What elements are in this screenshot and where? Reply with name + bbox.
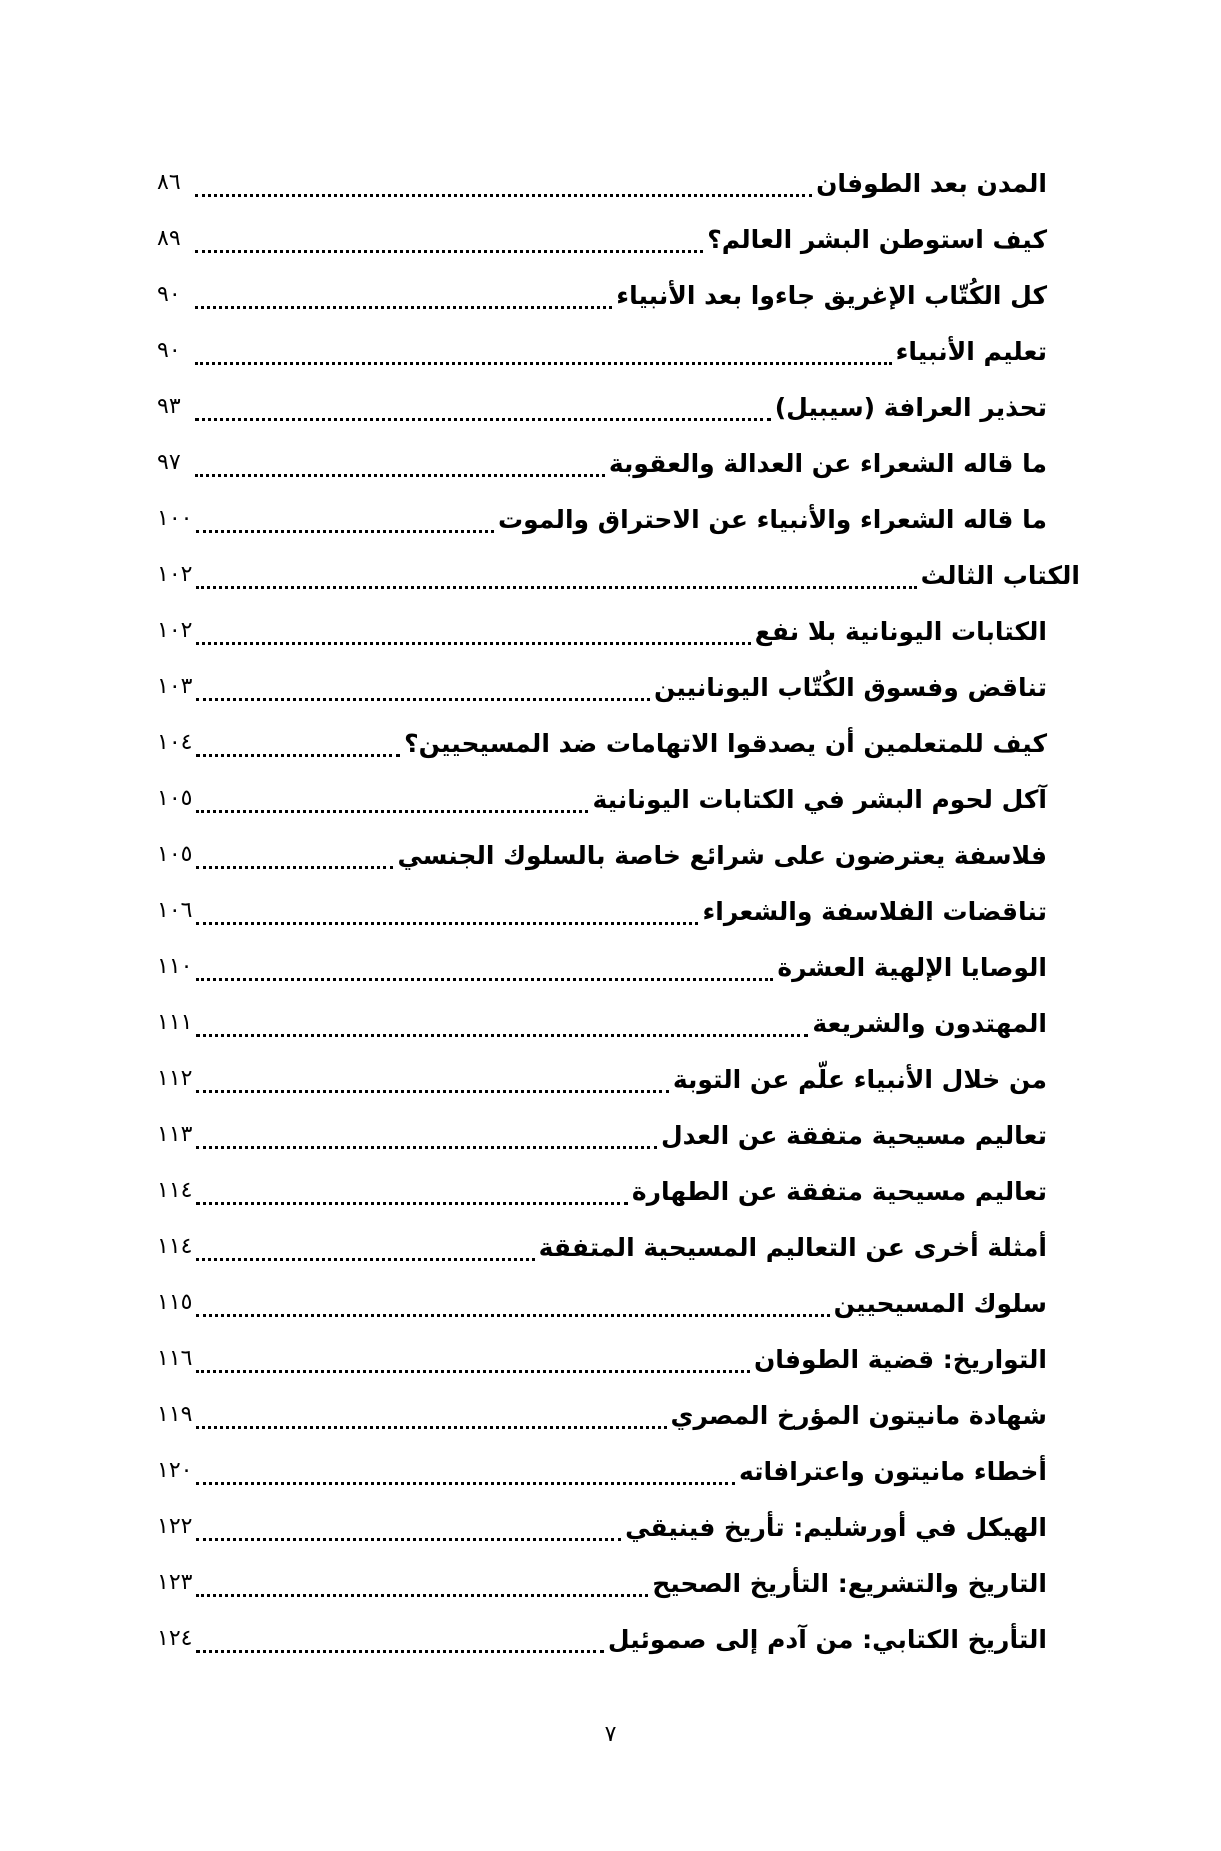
toc-entry-page: ١١٤: [157, 1178, 193, 1203]
table-of-contents: [157, 155, 1080, 1667]
toc-entry-page: ١١٥: [157, 1290, 193, 1315]
toc-entry-page: ٨٩: [157, 226, 181, 251]
dot-leader: [196, 1314, 829, 1317]
toc-entry: [157, 995, 1080, 1051]
toc-entry-page: ٩٧: [157, 450, 181, 475]
dot-leader: [196, 866, 393, 869]
dot-leader: [196, 1146, 657, 1149]
toc-entry-title: الكتاب الثالث: [920, 560, 1080, 590]
toc-entry-title: ما قاله الشعراء عن العدالة والعقوبة: [608, 448, 1047, 478]
toc-entry-page: ٩٠: [157, 282, 181, 307]
toc-entry-page: ١٠٤: [157, 730, 193, 755]
toc-entry: [157, 1555, 1080, 1611]
toc-entry-page: ١٠٠: [157, 506, 193, 531]
toc-entry-page: ١١٢: [157, 1066, 193, 1091]
toc-entry-title: كل الكُتّاب الإغريق جاءوا بعد الأنبياء: [616, 280, 1047, 310]
toc-entry-title: التواريخ: قضية الطوفان: [753, 1344, 1047, 1374]
dot-leader: [196, 978, 773, 981]
toc-entry: [157, 323, 1080, 379]
toc-entry: [157, 827, 1080, 883]
toc-entry-page: ١٢٢: [157, 1514, 193, 1539]
toc-entry: [157, 1219, 1080, 1275]
toc-entry: [157, 603, 1080, 659]
toc-entry-title: الوصايا الإلهية العشرة: [777, 952, 1047, 982]
toc-entry-title: من خلال الأنبياء علّم عن التوبة: [672, 1064, 1047, 1094]
dot-leader: [196, 754, 400, 757]
toc-entry: [157, 715, 1080, 771]
toc-entry-page: ١٠٥: [157, 786, 193, 811]
toc-entry-page: ١١١: [157, 1010, 193, 1035]
toc-entry: [157, 883, 1080, 939]
dot-leader: [196, 1594, 648, 1597]
toc-entry-page: ١٠٢: [157, 562, 193, 587]
toc-entry: [157, 267, 1080, 323]
toc-entry-page: ٨٦: [157, 170, 181, 195]
dot-leader: [195, 418, 771, 421]
toc-entry-title: تعليم الأنبياء: [895, 336, 1047, 366]
toc-entry-page: ١٠٦: [157, 898, 193, 923]
dot-leader: [195, 250, 703, 253]
dot-leader: [196, 1090, 668, 1093]
toc-entry-title: أخطاء مانيتون واعترافاته: [738, 1456, 1047, 1486]
dot-leader: [196, 698, 649, 701]
dot-leader: [196, 922, 698, 925]
dot-leader: [196, 1034, 808, 1037]
toc-entry-title: تعاليم مسيحية متفقة عن العدل: [660, 1120, 1047, 1150]
toc-entry-title: شهادة مانيتون المؤرخ المصري: [670, 1400, 1047, 1430]
dot-leader: [196, 810, 588, 813]
dot-leader: [195, 362, 892, 365]
toc-entry: [157, 379, 1080, 435]
toc-entry-title: تناقض وفسوق الكُتّاب اليونانيين: [653, 672, 1047, 702]
toc-entry-title: الهيكل في أورشليم: تأريخ فينيقي: [625, 1512, 1047, 1542]
toc-entry-page: ١١٣: [157, 1122, 193, 1147]
toc-entry-title: كيف للمتعلمين أن يصدقوا الاتهامات ضد المسيحيين؟: [404, 728, 1047, 758]
dot-leader: [196, 642, 750, 645]
toc-entry: [157, 1387, 1080, 1443]
toc-entry: [157, 1107, 1080, 1163]
toc-entry: [157, 435, 1080, 491]
dot-leader: [195, 474, 605, 477]
toc-entry: [157, 1275, 1080, 1331]
toc-entry: [157, 939, 1080, 995]
toc-entry-page: ١٠٣: [157, 674, 193, 699]
toc-entry: [157, 1331, 1080, 1387]
toc-entry-page: ١١٤: [157, 1234, 193, 1259]
page-number: ٧: [604, 1722, 617, 1747]
toc-entry: [157, 491, 1080, 547]
toc-entry-title: كيف استوطن البشر العالم؟: [707, 224, 1047, 254]
toc-entry-page: ٩٣: [157, 394, 181, 419]
toc-entry-title: ما قاله الشعراء والأنبياء عن الاحتراق والموت: [498, 504, 1047, 534]
toc-entry-title: تحذير العرافة (سيبيل): [774, 392, 1047, 422]
toc-entry-page: ١١٦: [157, 1346, 193, 1371]
toc-entry-title: أمثلة أخرى عن التعاليم المسيحية المتفقة: [538, 1232, 1047, 1262]
toc-entry-title: تعاليم مسيحية متفقة عن الطهارة: [631, 1176, 1047, 1206]
dot-leader: [196, 1202, 627, 1205]
toc-entry: [157, 1499, 1080, 1555]
toc-entry-title: التاريخ والتشريع: التأريخ الصحيح: [652, 1568, 1047, 1598]
dot-leader: [196, 586, 916, 589]
toc-entry-title: المدن بعد الطوفان: [816, 168, 1047, 198]
dot-leader: [195, 194, 812, 197]
toc-entry: [157, 1051, 1080, 1107]
dot-leader: [196, 1650, 603, 1653]
toc-entry-page: ١٢٠: [157, 1458, 193, 1483]
toc-entry-title: التأريخ الكتابي: من آدم إلى صموئيل: [607, 1624, 1047, 1654]
toc-entry-title: المهتدون والشريعة: [812, 1008, 1047, 1038]
toc-entry-title: آكل لحوم البشر في الكتابات اليونانية: [592, 784, 1047, 814]
toc-entry: [157, 211, 1080, 267]
toc-entry-page: ١٠٢: [157, 618, 193, 643]
dot-leader: [196, 1258, 534, 1261]
dot-leader: [196, 1538, 621, 1541]
toc-entry: [157, 771, 1080, 827]
toc-entry: [157, 659, 1080, 715]
toc-entry: [157, 1611, 1080, 1667]
toc-entry: [157, 1163, 1080, 1219]
dot-leader: [196, 530, 494, 533]
toc-entry-page: ١١٩: [157, 1402, 193, 1427]
toc-entry: [157, 155, 1080, 211]
dot-leader: [196, 1482, 735, 1485]
toc-section-heading: [157, 547, 1080, 603]
toc-entry-title: سلوك المسيحيين: [833, 1288, 1047, 1318]
toc-entry-page: ١٠٥: [157, 842, 193, 867]
toc-entry-page: ٩٠: [157, 338, 181, 363]
dot-leader: [195, 306, 612, 309]
toc-entry-title: فلاسفة يعترضون على شرائع خاصة بالسلوك الجنسي: [397, 840, 1047, 870]
toc-entry-page: ١٢٣: [157, 1570, 193, 1595]
toc-entry: [157, 1443, 1080, 1499]
toc-entry-page: ١٢٤: [157, 1626, 193, 1651]
toc-entry-title: تناقضات الفلاسفة والشعراء: [702, 896, 1047, 926]
toc-entry-title: الكتابات اليونانية بلا نفع: [754, 616, 1047, 646]
dot-leader: [196, 1426, 666, 1429]
toc-entry-page: ١١٠: [157, 954, 193, 979]
dot-leader: [196, 1370, 749, 1373]
